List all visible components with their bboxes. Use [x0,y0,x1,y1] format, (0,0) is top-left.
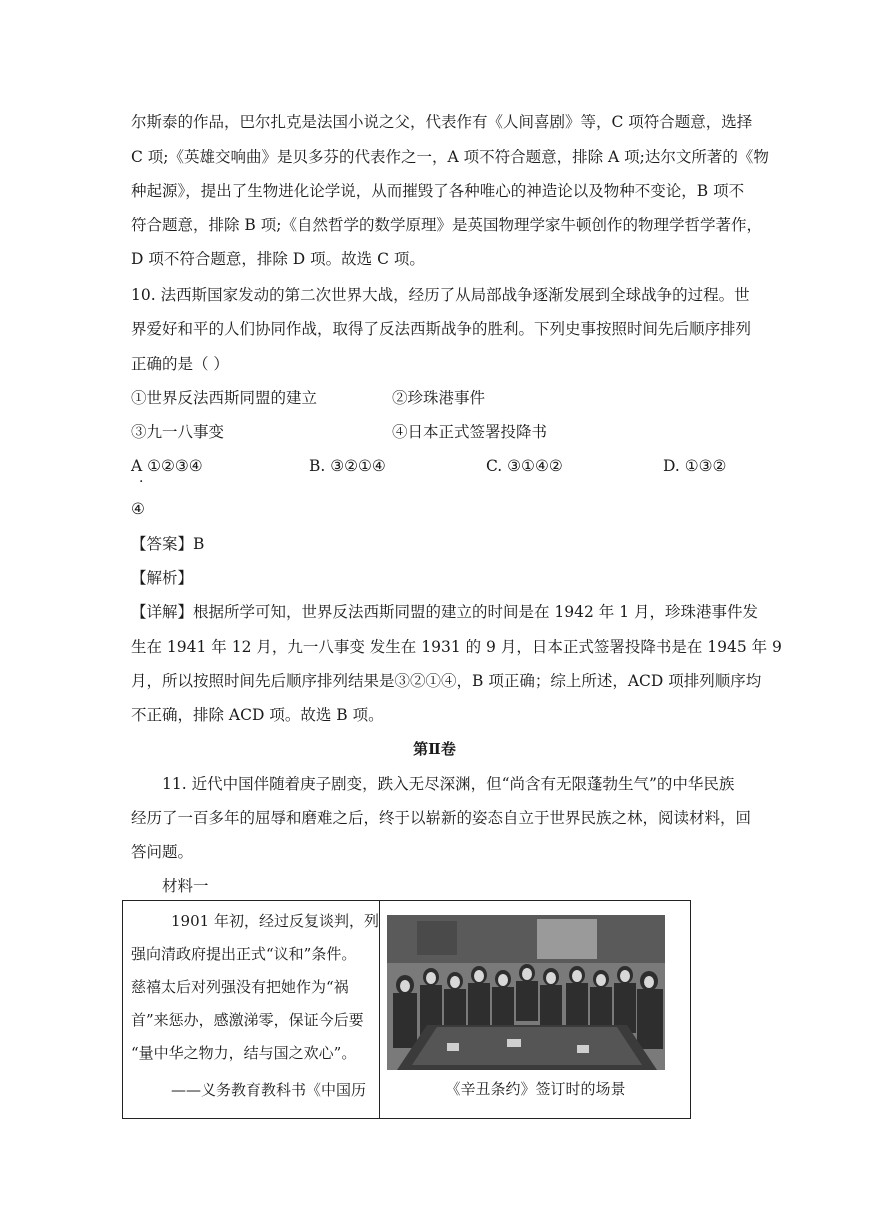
detail-line: 【详解】根据所学可知，世界反法西斯同盟的建立的时间是在 1942 年 1 月，珍珠港事件发 [131,603,759,621]
q10-event-3: ③九一八事变 [131,423,225,441]
q11-stem-line: 11. 近代中国伴随着庚子剧变，跌入无尽深渊，但“尚含有无限蓬勃生气”的中华民族 [162,775,735,793]
treaty-signing-photo [387,915,665,1070]
explanation-line: C 项;《英雄交响曲》是贝多芬的代表作之一，A 项不符合题意，排除 A 项;达尔文所著的《物 [131,148,769,166]
q10-stem-line: 正确的是（ ） [131,355,229,373]
stray-dot: · [139,474,144,490]
photo-caption: 《辛丑条约》签订时的场景 [445,1080,626,1098]
q10-option-c: C. ③①④② [486,457,563,475]
answer-label: 【答案】B [131,535,205,553]
material-text-line: 强向清政府提出正式“议和”条件。 [131,945,357,963]
detail-line: 不正确，排除 ACD 项。故选 B 项。 [131,706,384,724]
material-text-line: 慈禧太后对列强没有把她作为“祸 [131,978,349,996]
q10-event-2: ②珍珠港事件 [392,389,486,407]
explanation-line: 符合题意，排除 B 项;《自然哲学的数学原理》是英国物理学家牛顿创作的物理学哲学著作， [131,216,762,234]
material-label: 材料一 [162,877,209,895]
section-title: 第Ⅱ卷 [413,740,456,758]
material-text-line: “量中华之物力，结与国之欢心”。 [131,1044,357,1062]
q10-stem-line: 界爱好和平的人们协同作战，取得了反法西斯战争的胜利。下列史事按照时间先后顺序排列 [131,320,752,338]
detail-line: 生在 1941 年 12 月，九一八事变 发生在 1931 的 9 月，日本正式签署投降书是在 1945 年 9 [131,638,782,656]
q11-stem-line: 答问题。 [131,843,194,861]
explanation-line: D 项不符合题意，排除 D 项。故选 C 项。 [131,250,425,268]
material-table [122,900,691,1119]
q10-option-a: A ①②③④ [131,457,203,475]
material-text-line: 首”来惩办，感激涕零，保证今后要 [131,1011,364,1029]
material-text-line: 1901 年初，经过反复谈判，列 [171,912,379,930]
q11-stem-line: 经历了一百多年的屈辱和磨难之后，终于以崭新的姿态自立于世界民族之林，阅读材料，回 [131,809,752,827]
explanation-line: 尔斯泰的作品，巴尔扎克是法国小说之父，代表作有《人间喜剧》等，C 项符合题意，选择 [131,113,753,131]
explanation-line: 种起源》，提出了生物进化论学说，从而摧毁了各种唯心的神造论以及物种不变论，B 项不 [131,182,745,200]
material-source: ——义务教育教科书《中国历 [171,1081,367,1099]
q10-stem-line: 10. 法西斯国家发动的第二次世界大战，经历了从局部战争逐渐发展到全球战争的过程。世 [131,286,750,304]
q10-option-b: B. ③②①④ [309,457,386,475]
q10-option-d: D. ①③② [663,457,727,475]
q10-event-4: ④日本正式签署投降书 [392,423,548,441]
q10-option-d-wrap: ④ [131,500,145,518]
detail-line: 月，所以按照时间先后顺序排列结果是③②①④，B 项正确；综上所述，ACD 项排列顺序均 [131,672,762,690]
q10-event-1: ①世界反法西斯同盟的建立 [131,389,318,407]
analysis-label: 【解析】 [131,569,194,587]
